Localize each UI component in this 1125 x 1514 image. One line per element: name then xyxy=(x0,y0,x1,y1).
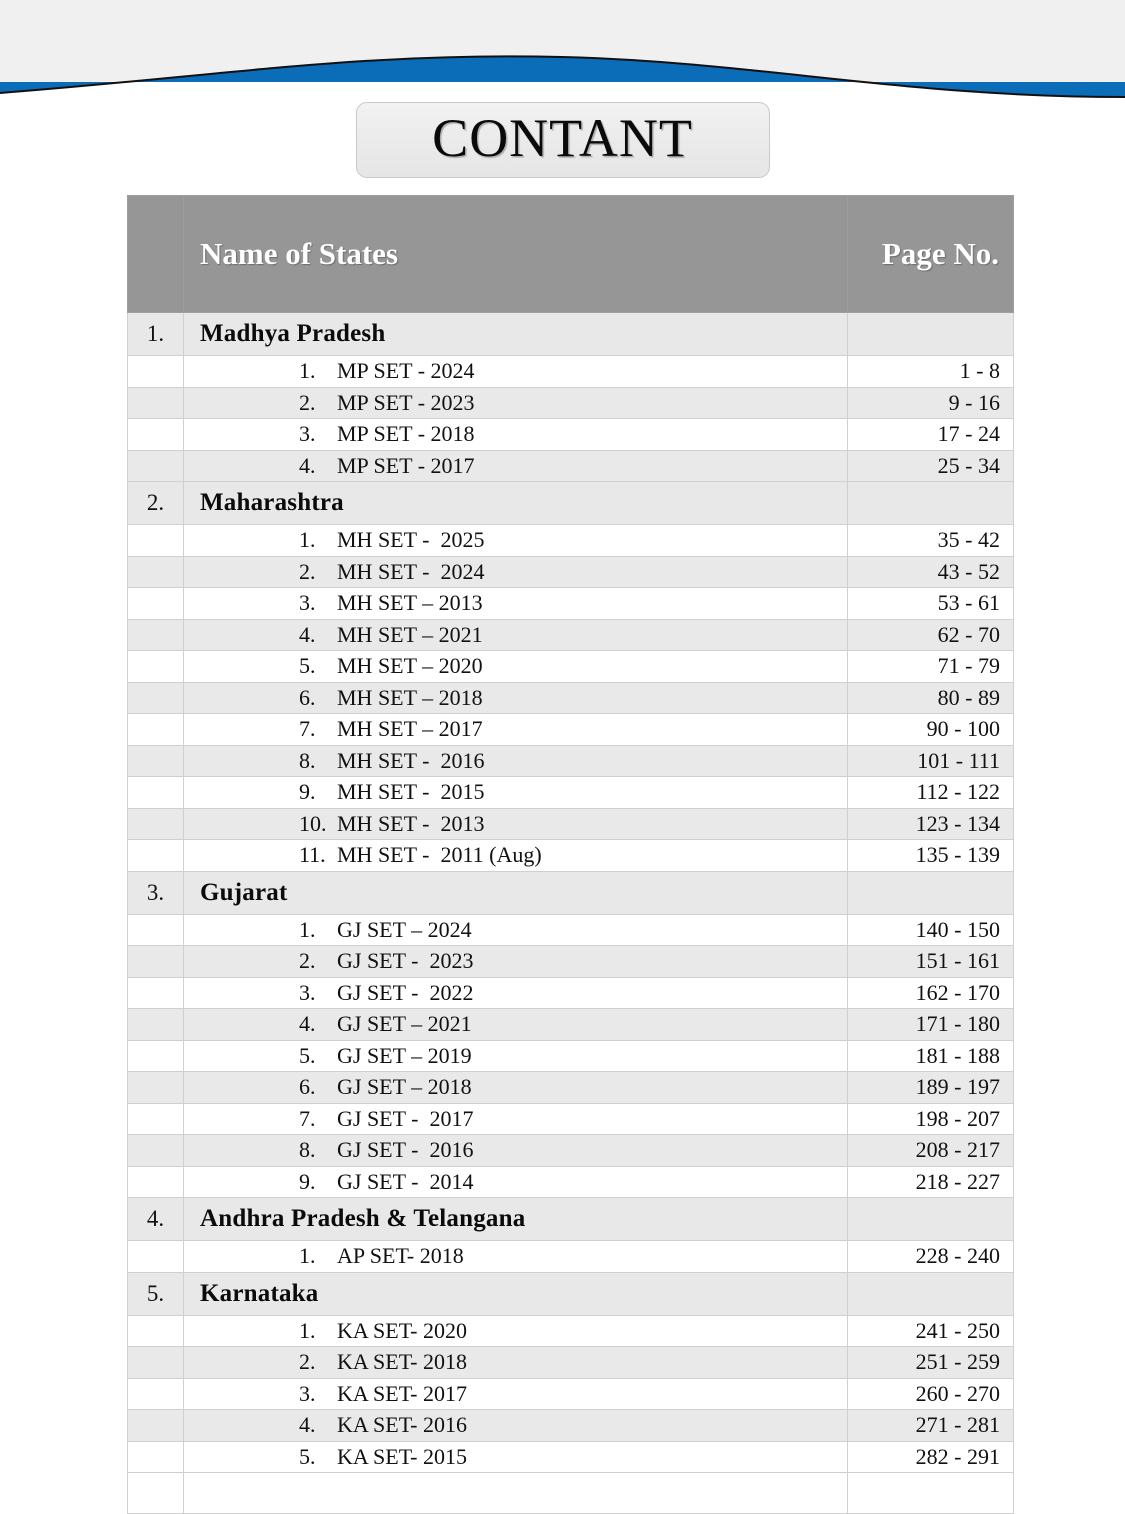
state-page-cell xyxy=(848,313,1014,356)
exam-entry-index: 3. xyxy=(299,1380,316,1406)
state-index: 4. xyxy=(128,1198,184,1241)
exam-entry-index: 10. xyxy=(299,810,327,836)
state-page-cell xyxy=(848,1198,1014,1241)
row-index-cell xyxy=(128,356,184,388)
exam-entry-pages: 17 - 24 xyxy=(848,419,1014,451)
exam-entry-name: MH SET – 2017 xyxy=(337,716,483,742)
exam-entry-label xyxy=(184,1441,848,1473)
state-group-row xyxy=(128,1198,1014,1241)
exam-entry-index: 1. xyxy=(299,1243,316,1269)
blank-cell xyxy=(184,1473,848,1514)
exam-entry-index: 4. xyxy=(299,452,316,478)
exam-entry-pages: 71 - 79 xyxy=(848,651,1014,683)
exam-entry-pages: 151 - 161 xyxy=(848,946,1014,978)
state-name: Karnataka xyxy=(184,1272,848,1315)
exam-entry-index: 4. xyxy=(299,1412,316,1438)
exam-entry-index: 1. xyxy=(299,358,316,384)
exam-entry-name: MH SET - 2011 (Aug) xyxy=(337,842,542,868)
table-row xyxy=(128,387,1014,419)
exam-entry-name: KA SET- 2018 xyxy=(337,1349,467,1375)
table-row xyxy=(128,1040,1014,1072)
exam-entry-label xyxy=(184,419,848,451)
exam-entry-index: 9. xyxy=(299,779,316,805)
row-index-cell xyxy=(128,1040,184,1072)
column-header-page-no: Page No. xyxy=(848,196,1014,313)
table-row xyxy=(128,1378,1014,1410)
row-index-cell xyxy=(128,745,184,777)
exam-entry-label xyxy=(184,1315,848,1347)
exam-entry-label xyxy=(184,1072,848,1104)
exam-entry-label xyxy=(184,682,848,714)
exam-entry-pages: 90 - 100 xyxy=(848,714,1014,746)
table-row xyxy=(128,1441,1014,1473)
row-index-cell xyxy=(128,1135,184,1167)
exam-entry-name: MH SET – 2018 xyxy=(337,684,483,710)
state-index: 2. xyxy=(128,482,184,525)
row-index-cell xyxy=(128,588,184,620)
table-row xyxy=(128,619,1014,651)
row-index-cell xyxy=(128,1378,184,1410)
table-row xyxy=(128,1135,1014,1167)
exam-entry-name: KA SET- 2020 xyxy=(337,1317,467,1343)
exam-entry-index: 2. xyxy=(299,948,316,974)
exam-entry-name: MP SET - 2024 xyxy=(337,358,475,384)
table-row xyxy=(128,714,1014,746)
exam-entry-pages: 123 - 134 xyxy=(848,808,1014,840)
exam-entry-name: AP SET- 2018 xyxy=(337,1243,464,1269)
row-index-cell xyxy=(128,450,184,482)
exam-entry-label xyxy=(184,946,848,978)
state-group-row xyxy=(128,1272,1014,1315)
table-row xyxy=(128,1103,1014,1135)
row-index-cell xyxy=(128,556,184,588)
table-row xyxy=(128,777,1014,809)
row-index-cell xyxy=(128,808,184,840)
exam-entry-label xyxy=(184,808,848,840)
exam-entry-name: GJ SET – 2018 xyxy=(337,1074,472,1100)
exam-entry-index: 3. xyxy=(299,979,316,1005)
table-row xyxy=(128,914,1014,946)
contents-table-body xyxy=(128,313,1014,1514)
table-header-row xyxy=(128,196,1014,313)
table-row xyxy=(128,808,1014,840)
exam-entry-name: GJ SET - 2014 xyxy=(337,1168,474,1194)
row-index-cell xyxy=(128,714,184,746)
exam-entry-pages: 112 - 122 xyxy=(848,777,1014,809)
exam-entry-pages: 208 - 217 xyxy=(848,1135,1014,1167)
exam-entry-label xyxy=(184,450,848,482)
exam-entry-label xyxy=(184,1166,848,1198)
exam-entry-index: 5. xyxy=(299,1042,316,1068)
column-header-name-of-states: Name of States xyxy=(184,196,848,313)
exam-entry-pages: 43 - 52 xyxy=(848,556,1014,588)
exam-entry-pages: 228 - 240 xyxy=(848,1241,1014,1273)
exam-entry-index: 6. xyxy=(299,684,316,710)
exam-entry-name: MH SET - 2015 xyxy=(337,779,485,805)
exam-entry-index: 2. xyxy=(299,389,316,415)
exam-entry-name: GJ SET - 2017 xyxy=(337,1105,474,1131)
exam-entry-label xyxy=(184,619,848,651)
state-page-cell xyxy=(848,1272,1014,1315)
exam-entry-name: MP SET - 2018 xyxy=(337,421,475,447)
page-top-banner xyxy=(0,0,1125,105)
row-index-cell xyxy=(128,1347,184,1379)
exam-entry-label xyxy=(184,1009,848,1041)
exam-entry-name: MP SET - 2017 xyxy=(337,452,475,478)
row-index-cell xyxy=(128,914,184,946)
table-row xyxy=(128,1072,1014,1104)
exam-entry-name: GJ SET – 2019 xyxy=(337,1042,472,1068)
row-index-cell xyxy=(128,619,184,651)
exam-entry-index: 1. xyxy=(299,527,316,553)
table-row xyxy=(128,1347,1014,1379)
state-index: 5. xyxy=(128,1272,184,1315)
exam-entry-index: 7. xyxy=(299,716,316,742)
table-row xyxy=(128,745,1014,777)
exam-entry-label xyxy=(184,1040,848,1072)
table-row xyxy=(128,840,1014,872)
exam-entry-pages: 162 - 170 xyxy=(848,977,1014,1009)
row-index-cell xyxy=(128,946,184,978)
state-group-row xyxy=(128,313,1014,356)
exam-entry-index: 8. xyxy=(299,747,316,773)
table-row xyxy=(128,651,1014,683)
exam-entry-pages: 189 - 197 xyxy=(848,1072,1014,1104)
state-page-cell xyxy=(848,482,1014,525)
table-row xyxy=(128,556,1014,588)
row-index-cell xyxy=(128,1103,184,1135)
exam-entry-pages: 181 - 188 xyxy=(848,1040,1014,1072)
state-name: Maharashtra xyxy=(184,482,848,525)
exam-entry-index: 6. xyxy=(299,1074,316,1100)
state-group-row xyxy=(128,482,1014,525)
state-group-row xyxy=(128,871,1014,914)
exam-entry-label xyxy=(184,1410,848,1442)
row-index-cell xyxy=(128,419,184,451)
exam-entry-name: MH SET – 2013 xyxy=(337,590,483,616)
exam-entry-name: MH SET - 2016 xyxy=(337,747,485,773)
exam-entry-pages: 260 - 270 xyxy=(848,1378,1014,1410)
exam-entry-label xyxy=(184,1378,848,1410)
state-name: Madhya Pradesh xyxy=(184,313,848,356)
exam-entry-label xyxy=(184,525,848,557)
exam-entry-pages: 135 - 139 xyxy=(848,840,1014,872)
contents-table xyxy=(127,195,1014,1514)
exam-entry-pages: 1 - 8 xyxy=(848,356,1014,388)
row-index-cell xyxy=(128,1315,184,1347)
blank-cell xyxy=(848,1473,1014,1514)
exam-entry-pages: 251 - 259 xyxy=(848,1347,1014,1379)
table-trailing-blank-row xyxy=(128,1473,1014,1514)
exam-entry-pages: 80 - 89 xyxy=(848,682,1014,714)
table-row xyxy=(128,1166,1014,1198)
exam-entry-index: 2. xyxy=(299,558,316,584)
table-row xyxy=(128,946,1014,978)
exam-entry-index: 5. xyxy=(299,1443,316,1469)
table-row xyxy=(128,1410,1014,1442)
exam-entry-label xyxy=(184,651,848,683)
exam-entry-pages: 35 - 42 xyxy=(848,525,1014,557)
exam-entry-pages: 282 - 291 xyxy=(848,1441,1014,1473)
table-row xyxy=(128,682,1014,714)
exam-entry-index: 7. xyxy=(299,1105,316,1131)
exam-entry-label xyxy=(184,1135,848,1167)
contents-table-head xyxy=(128,196,1014,313)
table-row xyxy=(128,1241,1014,1273)
exam-entry-name: GJ SET – 2024 xyxy=(337,916,472,942)
table-row xyxy=(128,356,1014,388)
exam-entry-label xyxy=(184,1241,848,1273)
row-index-cell xyxy=(128,977,184,1009)
row-index-cell xyxy=(128,1241,184,1273)
state-index: 3. xyxy=(128,871,184,914)
exam-entry-label xyxy=(184,977,848,1009)
exam-entry-index: 8. xyxy=(299,1137,316,1163)
row-index-cell xyxy=(128,840,184,872)
exam-entry-name: KA SET- 2015 xyxy=(337,1443,467,1469)
column-header-index xyxy=(128,196,184,313)
exam-entry-index: 11. xyxy=(299,842,326,868)
exam-entry-label xyxy=(184,914,848,946)
exam-entry-index: 4. xyxy=(299,1011,316,1037)
exam-entry-index: 9. xyxy=(299,1168,316,1194)
exam-entry-index: 2. xyxy=(299,1349,316,1375)
exam-entry-index: 3. xyxy=(299,590,316,616)
row-index-cell xyxy=(128,387,184,419)
exam-entry-label xyxy=(184,556,848,588)
table-row xyxy=(128,588,1014,620)
state-name: Andhra Pradesh & Telangana xyxy=(184,1198,848,1241)
exam-entry-label xyxy=(184,840,848,872)
exam-entry-pages: 53 - 61 xyxy=(848,588,1014,620)
row-index-cell xyxy=(128,1166,184,1198)
exam-entry-label xyxy=(184,1103,848,1135)
exam-entry-label xyxy=(184,745,848,777)
exam-entry-pages: 271 - 281 xyxy=(848,1410,1014,1442)
page-title: CONTANT xyxy=(356,102,770,178)
exam-entry-name: MH SET - 2024 xyxy=(337,558,485,584)
exam-entry-name: GJ SET - 2022 xyxy=(337,979,474,1005)
row-index-cell xyxy=(128,1009,184,1041)
row-index-cell xyxy=(128,1072,184,1104)
exam-entry-name: MP SET - 2023 xyxy=(337,389,475,415)
exam-entry-pages: 241 - 250 xyxy=(848,1315,1014,1347)
exam-entry-label xyxy=(184,356,848,388)
exam-entry-pages: 140 - 150 xyxy=(848,914,1014,946)
exam-entry-pages: 218 - 227 xyxy=(848,1166,1014,1198)
exam-entry-pages: 101 - 111 xyxy=(848,745,1014,777)
state-name: Gujarat xyxy=(184,871,848,914)
exam-entry-label xyxy=(184,714,848,746)
table-row xyxy=(128,419,1014,451)
state-index: 1. xyxy=(128,313,184,356)
row-index-cell xyxy=(128,651,184,683)
exam-entry-index: 1. xyxy=(299,1317,316,1343)
exam-entry-label xyxy=(184,1347,848,1379)
page-title-container xyxy=(0,102,1125,178)
exam-entry-pages: 198 - 207 xyxy=(848,1103,1014,1135)
row-index-cell xyxy=(128,1441,184,1473)
exam-entry-name: GJ SET - 2016 xyxy=(337,1137,474,1163)
exam-entry-name: KA SET- 2017 xyxy=(337,1380,467,1406)
exam-entry-pages: 62 - 70 xyxy=(848,619,1014,651)
exam-entry-label xyxy=(184,777,848,809)
exam-entry-index: 4. xyxy=(299,621,316,647)
exam-entry-name: MH SET – 2021 xyxy=(337,621,483,647)
exam-entry-pages: 171 - 180 xyxy=(848,1009,1014,1041)
row-index-cell xyxy=(128,777,184,809)
exam-entry-name: MH SET - 2013 xyxy=(337,810,485,836)
exam-entry-name: GJ SET - 2023 xyxy=(337,948,474,974)
row-index-cell xyxy=(128,1410,184,1442)
table-row xyxy=(128,525,1014,557)
exam-entry-name: KA SET- 2016 xyxy=(337,1412,467,1438)
exam-entry-pages: 9 - 16 xyxy=(848,387,1014,419)
exam-entry-index: 3. xyxy=(299,421,316,447)
table-row xyxy=(128,450,1014,482)
exam-entry-name: GJ SET – 2021 xyxy=(337,1011,472,1037)
exam-entry-label xyxy=(184,387,848,419)
exam-entry-name: MH SET - 2025 xyxy=(337,527,485,553)
exam-entry-label xyxy=(184,588,848,620)
row-index-cell xyxy=(128,525,184,557)
exam-entry-index: 5. xyxy=(299,653,316,679)
blank-cell xyxy=(128,1473,184,1514)
table-row xyxy=(128,1009,1014,1041)
exam-entry-name: MH SET – 2020 xyxy=(337,653,483,679)
table-row xyxy=(128,977,1014,1009)
table-row xyxy=(128,1315,1014,1347)
state-page-cell xyxy=(848,871,1014,914)
exam-entry-pages: 25 - 34 xyxy=(848,450,1014,482)
exam-entry-index: 1. xyxy=(299,916,316,942)
row-index-cell xyxy=(128,682,184,714)
